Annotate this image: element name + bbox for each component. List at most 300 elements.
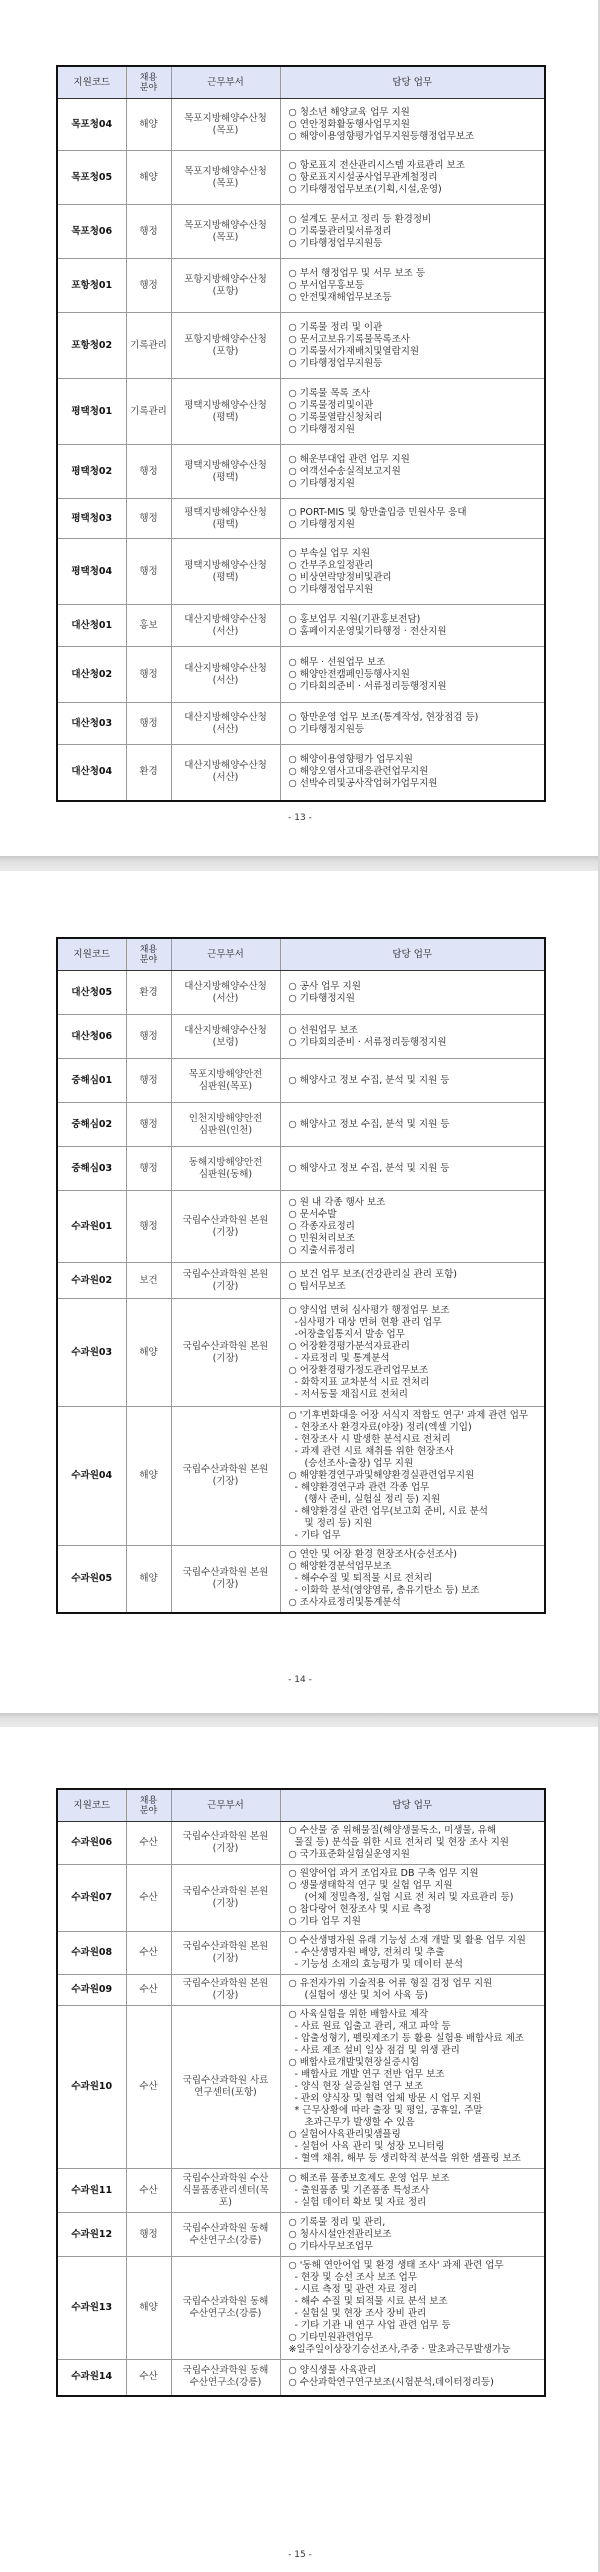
duty-list (280, 605, 545, 647)
duty-item: ○ 국가표준화실험실운영지원 (288, 1849, 410, 1860)
department-line: 국립수산과학원 본원 (182, 1941, 269, 1952)
duty-item: ○ 청소년 해양교육 업무 지원 (288, 106, 410, 118)
duty-item: ○ 청사시설안전관리보조 (288, 2228, 392, 2240)
application-code: 대산청01 (57, 605, 126, 647)
application-code: 수과원14 (57, 2360, 126, 2396)
application-code: 수과원03 (57, 1299, 126, 1407)
application-code: 대산청03 (57, 703, 126, 745)
duty-list (280, 745, 545, 801)
duty-item: ○ 연안정화활동행사업무지원 (288, 118, 410, 130)
work-department (171, 499, 280, 539)
duty-list (280, 1103, 545, 1147)
header-dept: 근무부서 (171, 938, 280, 971)
recruitment-field: 해양 (126, 1546, 171, 1614)
recruitment-field: 해양 (126, 151, 171, 205)
duty-item: - 시료 측정 및 관련 자료 정리 (294, 2284, 417, 2295)
document-page (0, 871, 599, 1713)
department-line: (기장) (212, 1843, 239, 1854)
duty-item: - 관외 양식장 및 협력 업체 방문 시 업무 지원 (294, 2093, 482, 2104)
table-row (57, 1147, 545, 1191)
work-department (171, 1865, 280, 1932)
work-department (171, 1932, 280, 1975)
duty-item: ○ 홍보업무 지원(기관홍보전담) (288, 613, 421, 625)
department-line: 대산지방해양수산청 (184, 980, 267, 992)
duty-item: ○ 간부주요일정관리 (288, 559, 374, 571)
table-row (57, 205, 545, 259)
application-code: 수과원01 (57, 1191, 126, 1263)
header-field-line: 채용 (139, 72, 158, 83)
work-department (171, 1299, 280, 1407)
duty-item: ○ 문서수발 (288, 1208, 337, 1220)
duty-item: ○ 수산과학연구연구보조(시험분석,데이터정리등) (288, 2377, 494, 2389)
duty-item: ○ 기타회의준비 · 서류정리등행정지원 (288, 1036, 447, 1048)
application-code: 포항청02 (57, 313, 126, 379)
application-code: 목포청04 (57, 99, 126, 151)
department-line: 심판원(인천) (198, 1124, 253, 1136)
duty-item: ○ 기타 업무 지원 (288, 1916, 361, 1927)
application-code: 목포청06 (57, 205, 126, 259)
department-line: 수산연구소(강릉) (189, 2234, 262, 2246)
application-code: 대산청05 (57, 971, 126, 1015)
department-line: (기장) (212, 1990, 239, 2001)
duty-item: ○ 팀서무보조 (288, 1280, 346, 1292)
duty-list (280, 2169, 545, 2213)
duty-item: ○ 해무 · 선원업무 보조 (288, 656, 386, 668)
table-row (57, 2006, 545, 2169)
application-code: 수과원09 (57, 1975, 126, 2006)
table-row (57, 2360, 545, 2396)
application-code: 평택청04 (57, 539, 126, 605)
duty-item: - 현장조사 시 발생한 분석시료 전처리 (294, 1434, 451, 1445)
duty-item: ○ 각종자료정리 (288, 1220, 355, 1232)
header-field-line: 분야 (139, 954, 158, 965)
department-line: 포항지방해양수산청 (184, 333, 267, 345)
duty-list (280, 1932, 545, 1975)
department-line: 목포지방해양수산청 (184, 112, 267, 124)
recruitment-field: 행정 (126, 647, 171, 703)
duty-item: ○ 부서업무홍보등 (288, 279, 365, 291)
duty-list (280, 1407, 545, 1546)
application-code: 중해심03 (57, 1147, 126, 1191)
work-department (171, 2169, 280, 2213)
table-row (57, 647, 545, 703)
duty-item: ○ 조사자료정리및통계분석 (288, 1597, 401, 1608)
duty-item: -심사평가 대상 면허 현황 관리 업무 (294, 1316, 442, 1328)
header-field-line: 분야 (139, 1805, 158, 1816)
table-row (57, 1103, 545, 1147)
table-row (57, 1865, 545, 1932)
recruitment-field: 수산 (126, 2006, 171, 2169)
duty-item: ○ 기타회의준비 · 서류정리등행정지원 (288, 680, 447, 692)
duty-list (280, 2360, 545, 2396)
duty-list (280, 1975, 545, 2006)
application-code: 수과원13 (57, 2257, 126, 2360)
department-line: 심판원(목포) (198, 1080, 253, 1092)
application-code: 대산청02 (57, 647, 126, 703)
work-department (171, 379, 280, 445)
department-line: 포항지방해양수산청 (184, 273, 267, 285)
department-line: 심판원(동해) (198, 1168, 253, 1180)
duty-item: ○ 연안 및 어장 환경 현장조사(승선조사) (288, 1549, 457, 1560)
duty-item: (어체 정밀측정, 실험 시료 전 처리 및 자료관리 등) (304, 1892, 514, 1903)
duty-item: ○ 선박수리및공사작업허가업무지원 (288, 778, 438, 790)
duty-item: ○ 기타행정업무지원등 (288, 357, 383, 369)
duty-item: ※일주일이상장기승선조사,주중 · 말초과근무발생가능 (288, 2344, 511, 2355)
work-department (171, 703, 280, 745)
duty-item: ○ 어장환경평가정도관리업무보조 (288, 1364, 429, 1376)
department-line: (평택) (212, 518, 239, 530)
recruitment-field: 해양 (126, 99, 171, 151)
department-line: 국립수산과학원 본원 (182, 1268, 269, 1280)
duty-item: ○ 해양사고 정보 수집, 분석 및 지원 등 (288, 1162, 450, 1174)
department-line: 목포지방해양수산청 (184, 219, 267, 231)
duty-list (280, 499, 545, 539)
recruitment-field: 수산 (126, 2169, 171, 2213)
application-code: 평택청02 (57, 445, 126, 499)
department-line: 목포지방해양수산청 (184, 165, 267, 177)
duty-item: ○ 해양사고 정보 수집, 분석 및 지원 등 (288, 1074, 450, 1086)
department-line: 포) (219, 2196, 232, 2208)
duty-item: - 기능성 소재의 효능평가 및 데이터 분석 (294, 1959, 463, 1970)
table-header-row (57, 1789, 545, 1822)
document-page (0, 0, 599, 856)
department-line: (서산) (212, 992, 239, 1004)
application-code: 수과원05 (57, 1546, 126, 1614)
department-line: 수산연구소(강릉) (189, 2377, 262, 2389)
department-line: (서산) (212, 772, 239, 784)
recruitment-field: 해양 (126, 2257, 171, 2360)
department-line: (기장) (212, 1579, 239, 1590)
duty-item: ○ 유전자가위 기술적용 어류 형질 검정 업무 지원 (288, 1978, 493, 1989)
work-department (171, 1059, 280, 1103)
department-line: 국립수산과학원 본원 (182, 1464, 269, 1475)
recruitment-field: 환경 (126, 745, 171, 801)
recruitment-field: 행정 (126, 499, 171, 539)
duty-item: ○ 기타행정업무보조(기획,시설,운영) (288, 183, 442, 195)
header-code: 지원코드 (57, 938, 126, 971)
duty-item: ○ 배합사료개발및현장실증시험 (288, 2057, 420, 2068)
work-department (171, 1191, 280, 1263)
department-line: (목포) (212, 124, 239, 136)
department-line: (평택) (212, 411, 239, 423)
duty-item: ○ 홈페이지운영및기타행정 · 전산지원 (288, 625, 447, 637)
duty-item: ○ 항만운영 업무 보조(통계작성, 현장점검 등) (288, 711, 479, 723)
header-dept: 근무부서 (171, 1789, 280, 1822)
department-line: 국립수산과학원 동해 (182, 2296, 269, 2307)
application-code: 수과원08 (57, 1932, 126, 1975)
duty-item: ○ 안전및재해업무보조등 (288, 291, 392, 303)
page-separator (0, 856, 600, 871)
recruitment-field: 수산 (126, 1975, 171, 2006)
header-duties: 담당 업무 (280, 1789, 545, 1822)
page-number: - 14 - (288, 1675, 312, 1685)
duty-item: - 현장조사 환경자료(야장) 정리(엑셀 기입) (294, 1422, 472, 1433)
duty-item: - 양식 현장 실증실험 연구 보조 (294, 2081, 424, 2092)
duty-item: ○ 해운부대업 관련 업무 지원 (288, 453, 410, 465)
work-department (171, 971, 280, 1015)
department-line: (목포) (212, 177, 239, 189)
recruitment-field: 행정 (126, 205, 171, 259)
department-line: (포항) (212, 345, 239, 357)
table-header-row (57, 66, 545, 99)
header-code: 지원코드 (57, 1789, 126, 1822)
table-row (57, 2257, 545, 2360)
duty-list (280, 205, 545, 259)
department-line: 연구센터(포항) (194, 2087, 257, 2098)
duty-item: ○ 기록물 정리 및 이관 (288, 321, 383, 333)
duty-item: ○ 기타행정지원 (288, 477, 355, 489)
duty-item: 초과근무가 발생할 수 있음 (304, 2117, 415, 2128)
department-line: 평택지방해양수산청 (184, 399, 267, 411)
recruitment-field: 수산 (126, 1822, 171, 1865)
duty-item: ○ 해양이용영향평가 업무지원 (288, 754, 413, 766)
duty-item: (승선조사-출장) 업무 지원 (304, 1458, 414, 1469)
duty-list (280, 2006, 545, 2169)
application-code: 수과원10 (57, 2006, 126, 2169)
duty-item: (행사 준비, 실험실 정리 등) 지원 (304, 1494, 441, 1505)
duty-list (280, 647, 545, 703)
duty-list (280, 445, 545, 499)
duty-item: ○ 수산물 중 위해물질(해양생물독소, 미생물, 유해 (288, 1825, 496, 1836)
application-code: 평택청03 (57, 499, 126, 539)
duty-item: ○ 해양환경연구과및해양환경실관련업무지원 (288, 1470, 475, 1481)
duty-list (280, 1299, 545, 1407)
work-department (171, 151, 280, 205)
header-duties: 담당 업무 (280, 938, 545, 971)
duty-item: ○ 어장환경평가분석자료관리 (288, 1340, 410, 1352)
duty-item: ○ 양식업 면허 심사평가 행정업무 보조 (288, 1304, 450, 1316)
duty-item: ○ '동해 연안어업 및 환경 생태 조사' 과제 관련 업무 (288, 2260, 504, 2271)
work-department (171, 647, 280, 703)
duty-item: - 실험 데이터 확보 및 자료 정리 (294, 2196, 427, 2208)
duty-item: ○ 부서 행정업무 및 서무 보조 등 (288, 267, 426, 279)
duty-item: ○ '기후변화대응 어장 서식지 적합도 연구' 과제 관련 업무 (288, 1410, 529, 1421)
table-row (57, 1822, 545, 1865)
work-department (171, 539, 280, 605)
duty-item: ○ 해조류 품종보호제도 운영 업무 보조 (288, 2172, 450, 2184)
department-line: 인천지방해양안전 (188, 1112, 263, 1124)
duty-item: - 과제 관련 시료 채취를 위한 현장조사 (294, 1446, 454, 1457)
duty-item: ○ 기타행정업무지원 (288, 583, 374, 595)
department-line: 수산연구소(강릉) (189, 2308, 262, 2319)
department-line: (서산) (212, 674, 239, 686)
duty-item: ○ 해양오염사고대응관련업무지원 (288, 766, 429, 778)
recruitment-field: 행정 (126, 539, 171, 605)
duty-item: ○ 원 내 각종 행사 보조 (288, 1196, 386, 1208)
application-code: 수과원11 (57, 2169, 126, 2213)
duty-item: ○ 사육실험을 위한 배합사료 제작 (288, 2009, 429, 2020)
work-department (171, 1407, 280, 1546)
recruitment-field: 행정 (126, 259, 171, 313)
duty-item: - 압출성형기, 펠릿제조기 등 활용 실험용 배합사료 제조 (294, 2033, 524, 2044)
duty-list (280, 379, 545, 445)
work-department (171, 2006, 280, 2169)
duty-item: ○ 설계도 문서고 정리 등 환경정비 (288, 213, 432, 225)
duty-item: -어장출입통지서 발송 업무 (294, 1328, 405, 1340)
recruitment-field: 행정 (126, 2213, 171, 2257)
duty-list (280, 151, 545, 205)
table-row (57, 445, 545, 499)
table-row (57, 745, 545, 801)
department-line: (서산) (212, 723, 239, 735)
duty-item: ○ 원양어업 과거 조업자료 DB 구축 업무 지원 (288, 1868, 479, 1879)
department-line: (기장) (212, 1476, 239, 1487)
duty-item: - 기타 기관 내 연구 사업 관련 업무 등 (294, 2320, 451, 2331)
table-row (57, 99, 545, 151)
department-line: 국립수산과학원 본원 (182, 1978, 269, 1989)
duty-item: (실험어 생산 및 치어 사육 등) (304, 1990, 428, 2001)
table-header-row (57, 938, 545, 971)
header-field (126, 66, 171, 99)
duty-item: ○ 기타행정업무지원등 (288, 237, 383, 249)
table-row (57, 2169, 545, 2213)
application-code: 수과원06 (57, 1822, 126, 1865)
duty-list (280, 2257, 545, 2360)
duty-item: ○ PORT-MIS 및 항만출입증 민원사무 응대 (288, 506, 467, 518)
job-duty-table (56, 1788, 546, 2397)
table-row (57, 151, 545, 205)
work-department (171, 1975, 280, 2006)
header-duties: 담당 업무 (280, 66, 545, 99)
department-line: 목포지방해양안전 (188, 1068, 263, 1080)
duty-item: ○ 공사 업무 지원 (288, 980, 361, 992)
duty-item: - 자료정리 및 통계분석 (294, 1352, 390, 1364)
header-field-line: 분야 (139, 82, 158, 93)
duty-item: ○ 문서고보유기록물목록조사 (288, 333, 410, 345)
work-department (171, 1015, 280, 1059)
duty-item: - 사료 제조 설비 일상 점검 및 위생 관리 (294, 2045, 460, 2056)
job-duty-table (56, 937, 546, 1614)
recruitment-field: 행정 (126, 1015, 171, 1059)
duty-item: - 출원품종 및 기존품종 특성조사 (294, 2184, 430, 2196)
duty-item: ○ 지출서류정리 (288, 1244, 355, 1256)
duty-item: - 사료 원료 입출고 관리, 재고 파악 등 (294, 2021, 451, 2032)
duty-list (280, 1015, 545, 1059)
department-line: (기장) (212, 1352, 239, 1364)
duty-item: ○ 기록물서가재배치및열람지원 (288, 345, 420, 357)
duty-item: - 배합사료 개발 연구 전반 업무 보조 (294, 2069, 445, 2080)
work-department (171, 1822, 280, 1865)
header-dept: 근무부서 (171, 66, 280, 99)
duty-item: ○ 부속실 업무 지원 (288, 547, 371, 559)
recruitment-field: 수산 (126, 1932, 171, 1975)
department-line: 국립수산과학원 수산 (182, 2172, 269, 2184)
duty-item: ○ 기타행정지원등 (288, 723, 365, 735)
department-line: 대산지방해양수산청 (184, 760, 267, 772)
duty-list (280, 2213, 545, 2257)
duty-item: ○ 항로표지시설공사업무관계철정리 (288, 171, 438, 183)
duty-item: ○ 해양사고 정보 수집, 분석 및 지원 등 (288, 1118, 450, 1130)
work-department (171, 1546, 280, 1614)
recruitment-field: 해양 (126, 1407, 171, 1546)
duty-item: - 해수 수질 및 퇴적물 시료 분석 보조 (294, 2296, 448, 2307)
department-line: (서산) (212, 625, 239, 637)
department-line: 대산지방해양수산청 (184, 613, 267, 625)
duty-item: - 해수수질 및 퇴적물 시료 전처리 (294, 1573, 433, 1584)
duty-item: - 해양환경연구과 관련 각종 업무 (294, 1482, 430, 1493)
duty-item: ○ 민원처리보조 (288, 1232, 355, 1244)
duty-item: 물질 등) 분석을 위한 시료 전처리 및 현장 조사 지원 (294, 1837, 509, 1848)
recruitment-field: 기록관리 (126, 379, 171, 445)
table-row (57, 1191, 545, 1263)
duty-item: ○ 기타행정지원 (288, 992, 355, 1004)
department-line: 평택지방해양수산청 (184, 559, 267, 571)
department-line: (평택) (212, 471, 239, 483)
work-department (171, 1147, 280, 1191)
duty-item: ○ 기록물 목록 조사 (288, 387, 371, 399)
recruitment-field: 보건 (126, 1263, 171, 1299)
recruitment-field: 해양 (126, 1299, 171, 1407)
duty-list (280, 1822, 545, 1865)
table-row (57, 703, 545, 745)
recruitment-field: 행정 (126, 703, 171, 745)
table-row (57, 605, 545, 647)
table-row (57, 259, 545, 313)
application-code: 포항청01 (57, 259, 126, 313)
work-department (171, 445, 280, 499)
duty-item: ○ 비상연락망정비및관리 (288, 571, 392, 583)
department-line: 국립수산과학원 사료 (182, 2075, 269, 2086)
application-code: 중해심01 (57, 1059, 126, 1103)
duty-list (280, 539, 545, 605)
department-line: (포항) (212, 285, 239, 297)
department-line: (기장) (212, 1226, 239, 1238)
department-line: 대산지방해양수산청 (184, 711, 267, 723)
recruitment-field: 행정 (126, 1147, 171, 1191)
department-line: 국립수산과학원 본원 (182, 1886, 269, 1897)
table-row (57, 1932, 545, 1975)
work-department (171, 745, 280, 801)
department-line: (기장) (212, 1898, 239, 1909)
work-department (171, 2257, 280, 2360)
page-separator (0, 1713, 600, 1727)
duty-item: - 수산생명자원 배양, 전처리 및 추출 (294, 1947, 445, 1958)
duty-item: - 저서동물 채집시료 전처리 (294, 1388, 408, 1400)
duty-list (280, 1546, 545, 1614)
page-number: - 15 - (288, 2550, 312, 2560)
recruitment-field: 행정 (126, 1191, 171, 1263)
duty-item: - 실험어 사육 관리 및 성장 모니터링 (294, 2141, 445, 2152)
duty-list (280, 1263, 545, 1299)
recruitment-field: 홍보 (126, 605, 171, 647)
recruitment-field: 행정 (126, 1103, 171, 1147)
recruitment-field: 환경 (126, 971, 171, 1015)
department-line: 대산지방해양수산청 (184, 662, 267, 674)
table-row (57, 1059, 545, 1103)
duty-item: - 현장 및 승선 조사 보조 업무 (294, 2272, 417, 2283)
table-row (57, 1015, 545, 1059)
recruitment-field: 행정 (126, 445, 171, 499)
application-code: 대산청06 (57, 1015, 126, 1059)
application-code: 수과원04 (57, 1407, 126, 1546)
application-code: 수과원02 (57, 1263, 126, 1299)
recruitment-field: 기록관리 (126, 313, 171, 379)
duty-item: ○ 수산생명자원 유래 기능성 소재 개발 및 활용 업무 지원 (288, 1935, 526, 1946)
application-code: 대산청04 (57, 745, 126, 801)
department-line: 국립수산과학원 본원 (182, 1831, 269, 1842)
department-line: (목포) (212, 231, 239, 243)
recruitment-field: 수산 (126, 2360, 171, 2396)
table-row (57, 539, 545, 605)
recruitment-field: 수산 (126, 1865, 171, 1932)
duty-item: - 실험실 및 현장 조사 장비 관리 (294, 2308, 427, 2319)
duty-item: ○ 기록물열람신청처리 (288, 411, 383, 423)
duty-list (280, 1059, 545, 1103)
department-line: (보령) (212, 1036, 239, 1048)
department-line: (평택) (212, 571, 239, 583)
application-code: 목포청05 (57, 151, 126, 205)
table-row (57, 2213, 545, 2257)
